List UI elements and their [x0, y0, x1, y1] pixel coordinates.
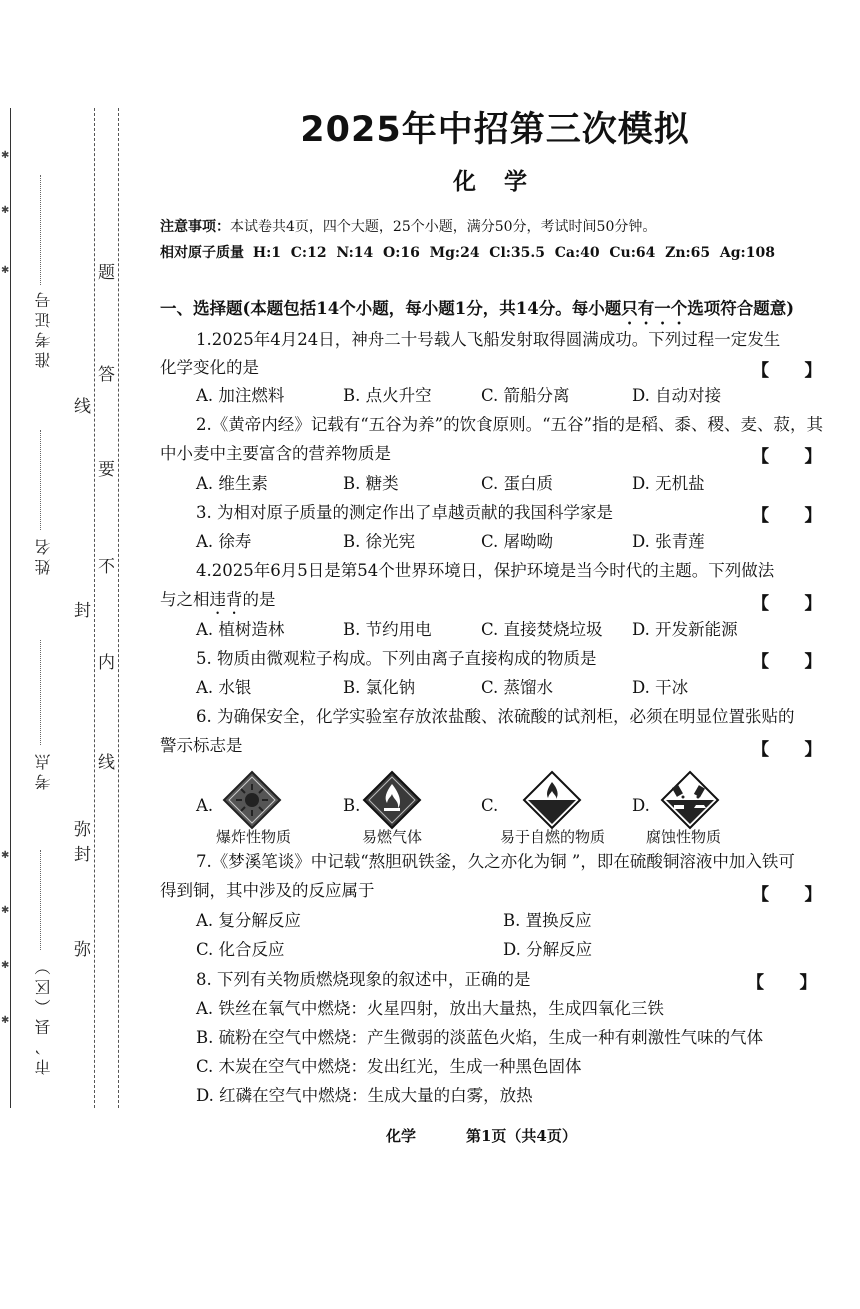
q8-option-a: A. 铁丝在氧气中燃烧：火星四射，放出大量热，生成四氧化三铁: [196, 999, 664, 1018]
q4-option-b: B. 节约用电: [343, 620, 432, 639]
q1-stem-line1: 1.2025年4月24日，神舟二十号载人飞船发射取得圆满成功。下列过程一定发生: [196, 330, 781, 349]
exam-number-field: 准考证号: [34, 288, 53, 368]
q8-option-b: B. 硫粉在空气中燃烧：产生微弱的淡蓝色火焰，生成一种有刺激性气味的气体: [196, 1028, 764, 1047]
margin-star: ✱: [1, 150, 10, 161]
margin-char-bu: 不: [98, 557, 115, 577]
q5-option-b: B. 氯化钠: [343, 678, 416, 697]
q3-answer-bracket[interactable]: 【 】: [752, 506, 822, 526]
q3-stem: 3. 为相对原子质量的测定作出了卓越贡献的我国科学家是: [196, 503, 613, 522]
q4-option-c: C. 直接焚烧垃圾: [481, 620, 603, 639]
margin-char-xian-inner: 线: [98, 753, 115, 773]
notice-label: 注意事项：: [160, 219, 230, 235]
q6-caption-d: 腐蚀性物质: [646, 828, 722, 846]
margin-star: ✱: [1, 265, 10, 276]
q1-answer-bracket[interactable]: 【 】: [752, 361, 822, 381]
margin-star: ✱: [1, 850, 10, 861]
q6-option-d-letter: D.: [632, 796, 650, 815]
exam-site-underline: [40, 640, 41, 745]
q8-stem: 8. 下列有关物质燃烧现象的叙述中，正确的是: [196, 970, 531, 989]
q6-caption-a: 爆炸性物质: [216, 828, 292, 846]
q2-option-c: C. 蛋白质: [481, 474, 554, 493]
q3-option-b: B. 徐光宪: [343, 532, 416, 551]
q4-stem-emphasis: 违背: [209, 590, 243, 609]
exam-title: 2025年中招第三次模拟: [300, 110, 690, 150]
q7-option-d: D. 分解反应: [503, 940, 593, 959]
margin-char-mi-2: 弥: [74, 940, 91, 960]
q6-stem-line1: 6. 为确保安全，化学实验室存放浓盐酸、浓硫酸的试剂柜，必须在明显位置张贴的: [196, 707, 795, 726]
q6-answer-bracket[interactable]: 【 】: [752, 740, 822, 760]
name-field: 姓名: [34, 535, 53, 575]
q5-option-c: C. 蒸馏水: [481, 678, 554, 697]
margin-star: ✱: [1, 960, 10, 971]
margin-char-da: 答: [98, 365, 115, 385]
q6-caption-b: 易燃气体: [362, 828, 423, 846]
margin-char-nei: 内: [98, 653, 115, 673]
region-field: 市、县（区）: [34, 955, 53, 1075]
section1-heading: [160, 298, 794, 328]
q5-answer-bracket[interactable]: 【 】: [752, 652, 822, 672]
section1-heading-emphasis: 只有一个: [621, 299, 688, 318]
region-underline: [40, 850, 41, 950]
q6-caption-c: 易于自燃的物质: [500, 828, 606, 846]
name-underline: [40, 430, 41, 530]
q2-option-a: A. 维生素: [196, 474, 268, 493]
q2-stem-line2: 中小麦中主要富含的营养物质是: [160, 444, 391, 463]
margin-char-ti: 题: [98, 263, 115, 283]
margin-star: ✱: [1, 205, 10, 216]
q4-stem-line1: 4.2025年6月5日是第54个世界环境日，保护环境是当今时代的主题。下列做法: [196, 561, 775, 580]
q7-stem-line1: 7.《梦溪笔谈》中记载“熬胆矾铁釜，久之亦化为铜 ”，即在硫酸铜溶液中加入铁可: [196, 852, 795, 871]
q4-option-d: D. 开发新能源: [632, 620, 738, 639]
margin-char-xian: 线: [74, 397, 91, 417]
binding-margin-solid-rule: [10, 108, 11, 1108]
q2-answer-bracket[interactable]: 【 】: [752, 447, 822, 467]
section1-heading-b: 选项符合题意): [687, 299, 795, 318]
q4-answer-bracket[interactable]: 【 】: [752, 594, 822, 614]
q2-option-b: B. 糖类: [343, 474, 399, 493]
margin-star: ✱: [1, 1015, 10, 1026]
corrosive-substance-sign-icon: [660, 770, 720, 830]
notice-line: [160, 216, 656, 238]
exam-number-underline: [40, 175, 41, 285]
q3-option-a: A. 徐寿: [196, 532, 252, 551]
q4-option-a: A. 植树造林: [196, 620, 285, 639]
q4-stem-part-b: 的是: [242, 590, 276, 609]
q6-option-b-letter: B.: [343, 796, 361, 815]
q1-stem-line2: 化学变化的是: [160, 358, 259, 377]
q5-stem: 5. 物质由微观粒子构成。下列由离子直接构成的物质是: [196, 649, 597, 668]
q1-option-c: C. 箭船分离: [481, 386, 570, 405]
q4-stem-line2: [160, 589, 276, 618]
q7-answer-bracket[interactable]: 【 】: [752, 885, 822, 905]
q7-option-a: A. 复分解反应: [196, 911, 301, 930]
q3-option-c: C. 屠呦呦: [481, 532, 554, 551]
atomic-mass-label: 相对原子质量: [160, 245, 244, 261]
q4-stem-part-a: 与之相: [160, 590, 210, 609]
exam-site-field: 考点: [34, 750, 53, 790]
section1-heading-a: 一、选择题(本题包括14个小题，每小题1分，共14分。每小题: [160, 299, 622, 318]
q1-option-d: D. 自动对接: [632, 386, 722, 405]
q8-option-d: D. 红磷在空气中燃烧：生成大量的白雾，放热: [196, 1086, 533, 1105]
q2-option-d: D. 无机盐: [632, 474, 705, 493]
q8-option-c: C. 木炭在空气中燃烧：发出红光，生成一种黑色固体: [196, 1057, 582, 1076]
notice-text: 本试卷共4页，四个大题，25个小题，满分50分，考试时间50分钟。: [230, 219, 657, 235]
flammable-gas-sign-icon: [362, 770, 422, 830]
q1-option-b: B. 点火升空: [343, 386, 432, 405]
atomic-mass-values: H:1 C:12 N:14 O:16 Mg:24 Cl:35.5 Ca:40 Cu:64 Zn:65 Ag:108: [252, 245, 775, 261]
q7-stem-line2: 得到铜，其中涉及的反应属于: [160, 881, 375, 900]
q3-option-d: D. 张青莲: [632, 532, 705, 551]
margin-char-feng: 封: [74, 601, 91, 621]
subject-title: 化 学: [452, 168, 537, 195]
q5-option-a: A. 水银: [196, 678, 252, 697]
binding-margin-inner-line: [118, 108, 119, 1108]
q2-stem-line1: 2.《黄帝内经》记载有“五谷为养”的饮食原则。“五谷”指的是稻、黍、稷、麦、菽，其: [196, 415, 823, 434]
footer-page-number: 第1页（共4页）: [466, 1127, 577, 1145]
binding-margin-seal-line: [94, 108, 95, 1108]
q6-option-a-letter: A.: [196, 796, 214, 815]
q7-option-c: C. 化合反应: [196, 940, 285, 959]
margin-char-feng-2: 封: [74, 845, 91, 865]
explosive-hazard-sign-icon: [222, 770, 282, 830]
q8-answer-bracket[interactable]: 【 】: [747, 973, 817, 993]
margin-char-yao: 要: [98, 460, 115, 480]
q6-option-c-letter: C.: [481, 796, 499, 815]
q5-option-d: D. 干冰: [632, 678, 689, 697]
atomic-mass-line: [160, 242, 775, 264]
footer-subject: 化学: [386, 1127, 417, 1145]
q7-option-b: B. 置换反应: [503, 911, 592, 930]
spontaneous-combustion-sign-icon: [522, 770, 582, 830]
q6-stem-line2: 警示标志是: [160, 736, 243, 755]
margin-char-mi: 弥: [74, 820, 91, 840]
margin-star: ✱: [1, 905, 10, 916]
q1-option-a: A. 加注燃料: [196, 386, 285, 405]
